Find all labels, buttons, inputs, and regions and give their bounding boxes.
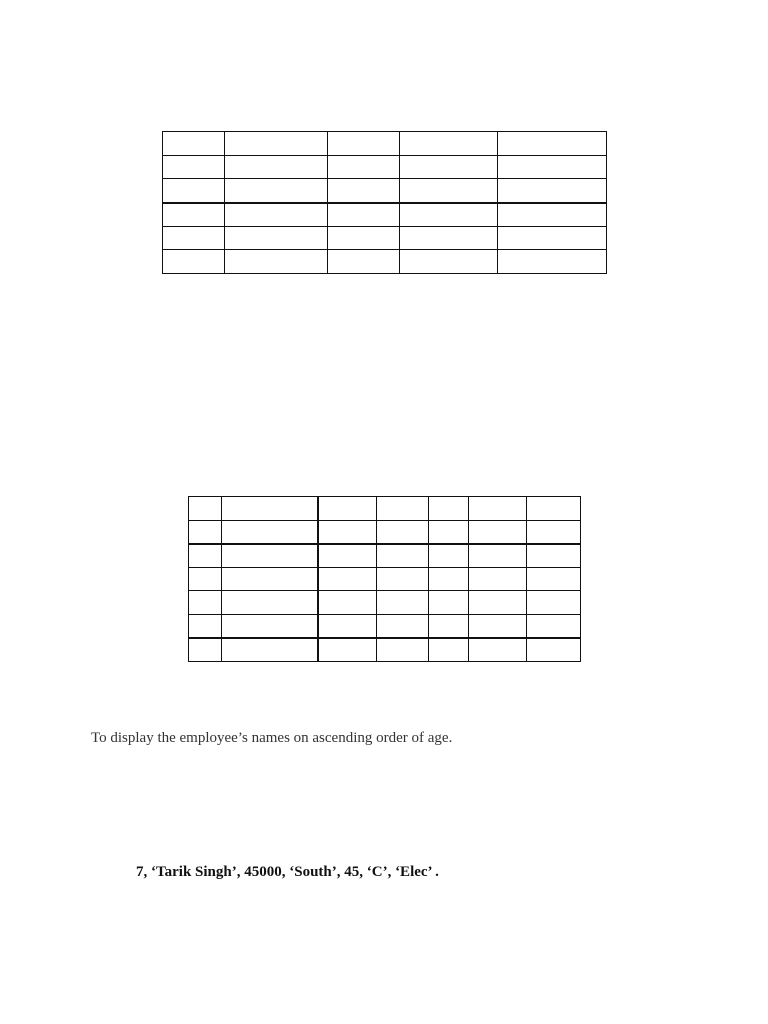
- table-cell: [527, 567, 581, 591]
- table-cell: [400, 155, 498, 179]
- table-cell: [163, 226, 225, 250]
- table-cell: [318, 520, 377, 544]
- table-cell: [163, 179, 225, 203]
- table-cell: [527, 544, 581, 568]
- table-cell: [429, 638, 469, 662]
- table-cell: [498, 179, 607, 203]
- table-cell: [318, 638, 377, 662]
- table-row: [163, 132, 607, 156]
- table-cell: [527, 497, 581, 521]
- table-row: [163, 250, 607, 274]
- table-1-empty-grid: [162, 131, 607, 274]
- table-cell: [222, 638, 318, 662]
- table-row: [189, 591, 581, 615]
- table-cell: [498, 226, 607, 250]
- table-cell: [189, 544, 222, 568]
- table-cell: [400, 250, 498, 274]
- table-cell: [400, 226, 498, 250]
- table-cell: [225, 203, 328, 227]
- table-cell: [498, 132, 607, 156]
- table-cell: [429, 614, 469, 638]
- table-cell: [377, 520, 429, 544]
- table-cell: [318, 544, 377, 568]
- table-cell: [377, 497, 429, 521]
- table-cell: [429, 544, 469, 568]
- table-cell: [328, 203, 400, 227]
- table-row: [163, 226, 607, 250]
- table-cell: [328, 132, 400, 156]
- table-cell: [429, 591, 469, 615]
- table-row: [189, 520, 581, 544]
- table-row: [189, 638, 581, 662]
- table-row: [189, 497, 581, 521]
- table-2-empty-grid: [188, 496, 581, 662]
- table-cell: [527, 591, 581, 615]
- table-cell: [163, 203, 225, 227]
- table-cell: [377, 591, 429, 615]
- table-cell: [222, 520, 318, 544]
- table-cell: [498, 203, 607, 227]
- table-row: [189, 567, 581, 591]
- question-text: To display the employee’s names on ascending order of age.: [91, 730, 453, 746]
- table-cell: [429, 497, 469, 521]
- table-cell: [189, 520, 222, 544]
- table-cell: [527, 638, 581, 662]
- table-cell: [469, 544, 527, 568]
- table-cell: [429, 567, 469, 591]
- table-cell: [527, 614, 581, 638]
- table-cell: [377, 544, 429, 568]
- table-row: [163, 179, 607, 203]
- table-cell: [527, 520, 581, 544]
- table-cell: [377, 638, 429, 662]
- table-cell: [225, 179, 328, 203]
- table-cell: [163, 250, 225, 274]
- table-cell: [498, 155, 607, 179]
- table-cell: [222, 497, 318, 521]
- table-cell: [222, 544, 318, 568]
- table-cell: [189, 497, 222, 521]
- table-cell: [469, 497, 527, 521]
- table-cell: [225, 250, 328, 274]
- table-cell: [377, 567, 429, 591]
- table-cell: [222, 567, 318, 591]
- table-cell: [189, 614, 222, 638]
- table-cell: [328, 179, 400, 203]
- table-cell: [469, 591, 527, 615]
- table-cell: [318, 591, 377, 615]
- table-cell: [400, 132, 498, 156]
- table-row: [163, 203, 607, 227]
- table-cell: [429, 520, 469, 544]
- insert-values-line: 7, ‘Tarik Singh’, 45000, ‘South’, 45, ‘C’, ‘Elec’ .: [136, 864, 439, 880]
- table-cell: [225, 132, 328, 156]
- table-cell: [498, 250, 607, 274]
- table-cell: [225, 155, 328, 179]
- table-cell: [328, 155, 400, 179]
- table-cell: [225, 226, 328, 250]
- table-cell: [318, 567, 377, 591]
- table-cell: [400, 203, 498, 227]
- table-cell: [328, 226, 400, 250]
- table-cell: [469, 638, 527, 662]
- table-row: [189, 544, 581, 568]
- table-cell: [189, 567, 222, 591]
- table-row: [189, 614, 581, 638]
- table-cell: [377, 614, 429, 638]
- table-cell: [163, 132, 225, 156]
- table-cell: [222, 614, 318, 638]
- table-cell: [328, 250, 400, 274]
- table-cell: [163, 155, 225, 179]
- table-cell: [189, 591, 222, 615]
- table-cell: [318, 497, 377, 521]
- table-cell: [189, 638, 222, 662]
- table-cell: [318, 614, 377, 638]
- table-cell: [469, 567, 527, 591]
- table-cell: [469, 520, 527, 544]
- table-cell: [400, 179, 498, 203]
- table-cell: [222, 591, 318, 615]
- table-row: [163, 155, 607, 179]
- table-cell: [469, 614, 527, 638]
